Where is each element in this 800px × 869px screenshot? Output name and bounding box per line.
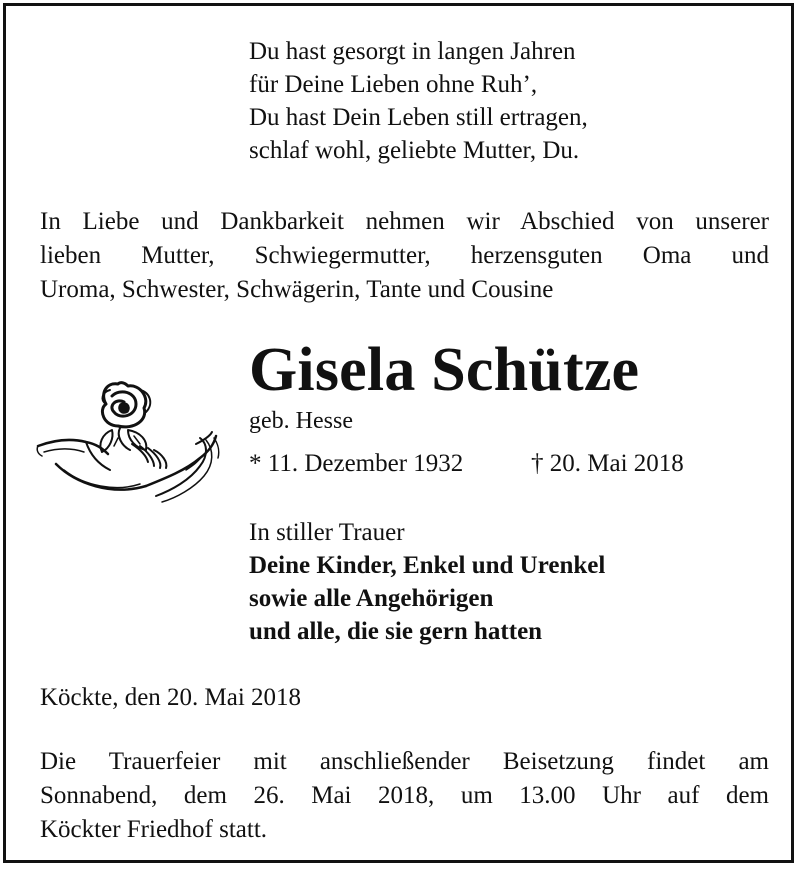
deceased-name: Gisela Schütze (249, 336, 640, 404)
intro-line: lieben Mutter, Schwiegermutter, herzensguten Oma und (40, 242, 769, 269)
death-date: † 20. Mai 2018 (531, 450, 684, 477)
intro-line: In Liebe und Dankbarkeit nehmen wir Abschied von unserer (40, 208, 769, 235)
poem-line: schlaf wohl, geliebte Mutter, Du. (249, 137, 580, 164)
funeral-line: Die Trauerfeier mit anschließender Beisetzung findet am (40, 748, 769, 775)
hands-with-rose-icon (36, 374, 221, 522)
mourner-line: sowie alle Angehörigen (249, 585, 494, 612)
life-dates (249, 448, 684, 480)
poem-line: Du hast gesorgt in langen Jahren (249, 38, 576, 65)
mourner-line: und alle, die sie gern hatten (249, 618, 543, 645)
poem-line: für Deine Lieben ohne Ruh’, (249, 71, 538, 98)
funeral-info (40, 745, 769, 847)
mourner-line: Deine Kinder, Enkel und Urenkel (249, 552, 606, 579)
memorial-poem (249, 35, 588, 167)
place-and-date: Köckte, den 20. Mai 2018 (40, 684, 302, 711)
intro-line: Uroma, Schwester, Schwägerin, Tante und Cousine (40, 276, 554, 303)
farewell-intro (40, 205, 769, 307)
funeral-line: Köckter Friedhof statt. (40, 816, 268, 843)
poem-line: Du hast Dein Leben still ertragen, (249, 104, 588, 131)
mourners-block (249, 516, 605, 648)
obituary-notice (3, 3, 794, 863)
birth-date: * 11. Dezember 1932 (249, 450, 464, 477)
funeral-line: Sonnabend, dem 26. Mai 2018, um 13.00 Uhr auf dem (40, 782, 769, 809)
mourning-intro: In stiller Trauer (249, 519, 405, 546)
birth-name: geb. Hesse (249, 408, 353, 434)
